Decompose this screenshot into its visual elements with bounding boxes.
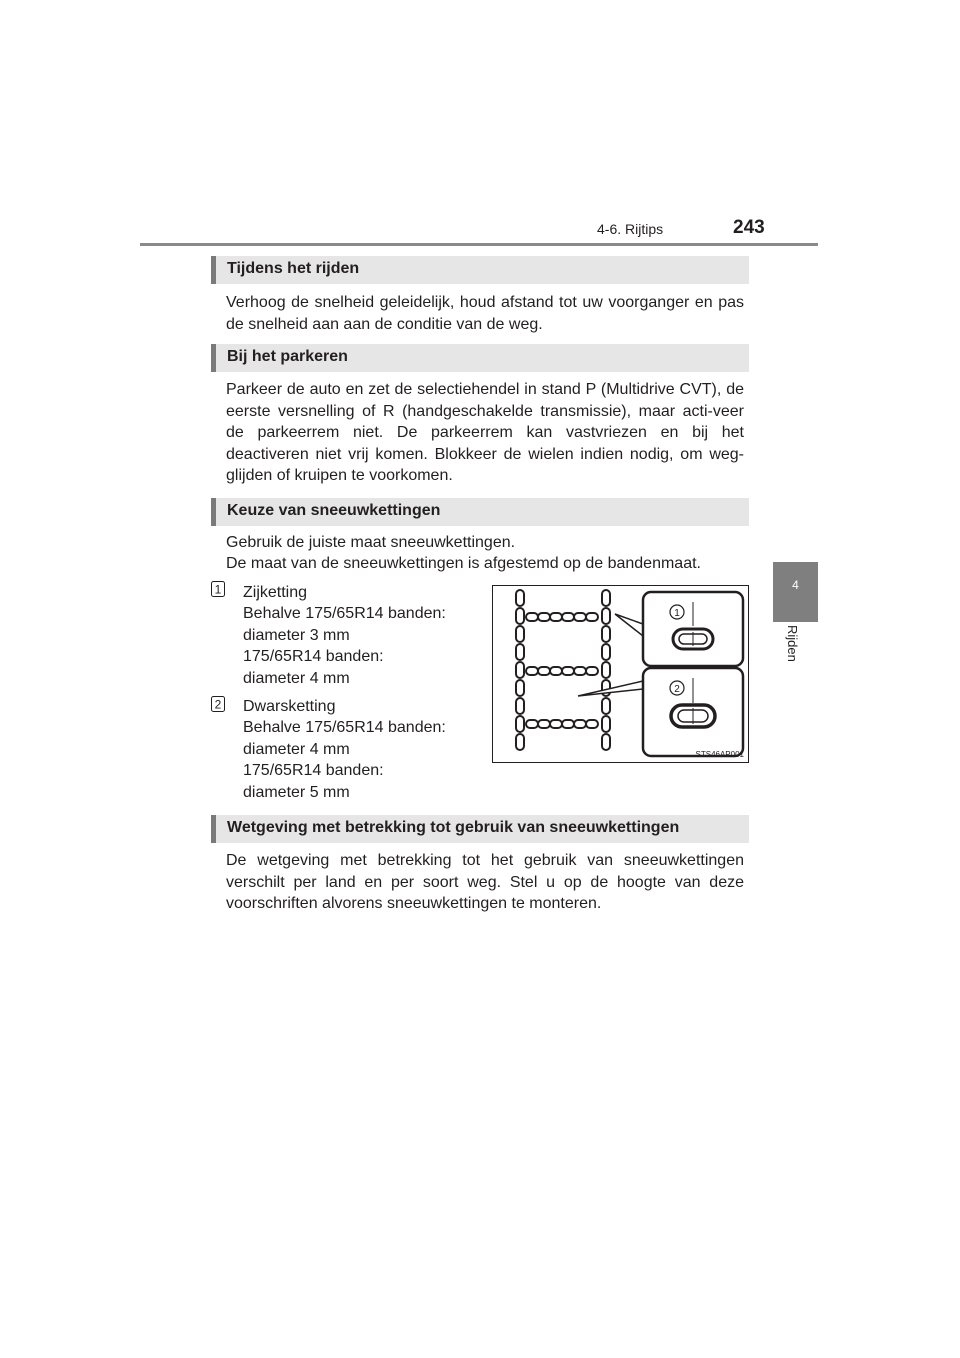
- chapter-tab: [773, 562, 818, 622]
- chapter-label-container: [780, 625, 810, 675]
- chapter-label: Rijden: [785, 625, 800, 662]
- section-heading-text: Tijdens het rijden: [227, 260, 360, 277]
- left-side-chain: [516, 590, 524, 750]
- page-number: 243: [733, 217, 765, 238]
- paragraph-legislation: [226, 850, 744, 915]
- item-line: 175/65R14 banden:: [243, 648, 384, 666]
- section-heading-text: Keuze van sneeuwkettingen: [227, 502, 441, 519]
- item-line: Dwarsketting: [243, 698, 336, 715]
- paragraph-parking: [226, 379, 744, 487]
- chain-intro-line: De maat van de sneeuwkettingen is afgestemd op de bandenmaat.: [226, 555, 701, 572]
- item-line: Zijketting: [243, 584, 308, 601]
- section-heading-text: Wetgeving met betrekking tot gebruik van sneeuwkettingen: [227, 819, 680, 836]
- number-badge-1: [211, 581, 225, 597]
- badge-number: 1: [214, 582, 222, 597]
- section-heading-chain-choice: [211, 498, 749, 526]
- paragraph-while-driving: [226, 292, 744, 335]
- snow-chain-illustration: [492, 585, 749, 763]
- item-line: diameter 5 mm: [243, 783, 350, 801]
- section-heading-text: Bij het parkeren: [227, 348, 348, 365]
- cross-chains: [526, 613, 598, 728]
- chain-item-side-chain: [243, 582, 446, 689]
- chain-intro-line: Gebruik de juiste maat sneeuwkettingen.: [226, 534, 516, 551]
- section-heading-legislation: [211, 815, 749, 843]
- callout-number-1: 1: [674, 608, 680, 619]
- paragraph-text: De wetgeving met betrekking tot het gebruik van sneeuwkettingen verschilt per land en per soort weg. Stel u op de hoogte van deze voorschriften alvorens sneeuwkettingen te monteren.: [226, 852, 744, 913]
- item-line: diameter 3 mm: [243, 626, 350, 644]
- right-side-chain: [602, 590, 610, 750]
- callout-number-2: 2: [674, 684, 680, 695]
- item-line: 175/65R14 banden:: [243, 762, 384, 780]
- paragraph-text: Parkeer de auto en zet de selectiehendel in stand P (Multidrive CVT), de eerste versnelling of R (handgeschakelde transmissie), maar acti-veer de parkeerrem niet. De parkeerrem kan vastvriezen en bij het deactiveren niet vrij komen. Blokkeer de wielen indien nodig, om weg-glijden of kruipen te voorkomen.: [226, 381, 744, 485]
- section-heading-while-driving: [211, 256, 749, 284]
- section-heading-parking: [211, 344, 749, 372]
- snow-chain-drawing: [493, 586, 748, 762]
- section-title: 4-6. Rijtips: [597, 221, 664, 237]
- badge-number: 2: [214, 697, 222, 712]
- item-line: Behalve 175/65R14 banden:: [243, 605, 446, 623]
- figure-caption: STS46AP001: [695, 750, 744, 759]
- number-badge-2: [211, 696, 225, 712]
- chapter-number: 4: [792, 578, 799, 592]
- chain-item-cross-chain: [243, 696, 446, 803]
- item-line: Behalve 175/65R14 banden:: [243, 719, 446, 737]
- header-divider: [140, 243, 818, 246]
- item-line: diameter 4 mm: [243, 669, 350, 687]
- item-line: diameter 4 mm: [243, 740, 350, 758]
- paragraph-text: Verhoog de snelheid geleidelijk, houd afstand tot uw voorganger en pas de snelheid aan aan de conditie van de weg.: [226, 294, 744, 333]
